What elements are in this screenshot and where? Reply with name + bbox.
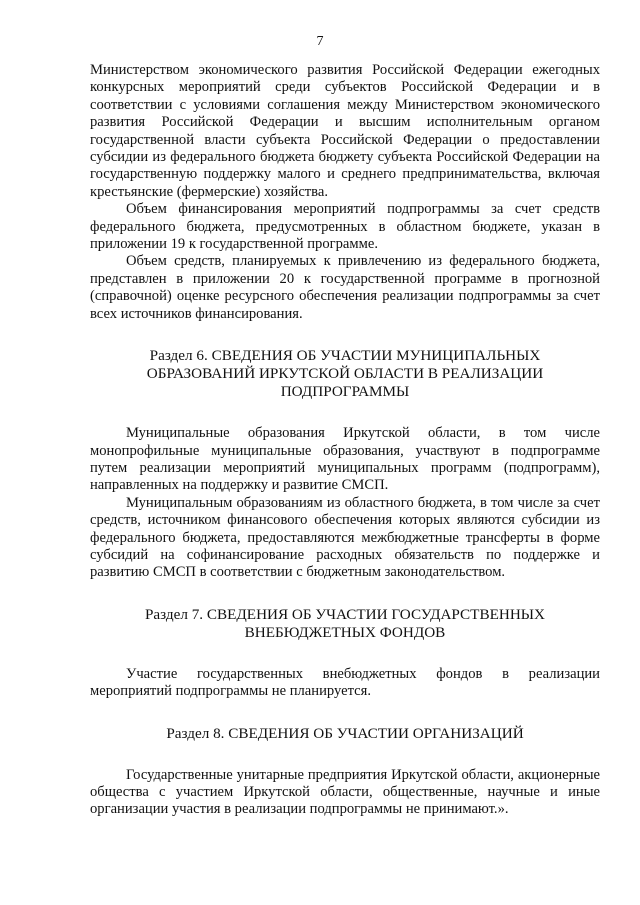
section7-paragraph: Участие государственных внебюджетных фондов в реализации мероприятий подпрограммы не планируется. [90,665,600,700]
document-body [90,62,600,819]
section7-heading: Раздел 7. СВЕДЕНИЯ ОБ УЧАСТИИ ГОСУДАРСТВЕННЫХ ВНЕБЮДЖЕТНЫХ ФОНДОВ [144,605,546,641]
section6-paragraph: Муниципальные образования Иркутской области, в том числе монопрофильные муниципальные образования, участвуют в подпрограмме путем реализации мероприятий муниципальных программ (подпрограмм), направленных на поддержку и развитие СМСП. [90,425,600,494]
section6-heading: Раздел 6. СВЕДЕНИЯ ОБ УЧАСТИИ МУНИЦИПАЛЬНЫХ ОБРАЗОВАНИЙ ИРКУТСКОЙ ОБЛАСТИ В РЕАЛИЗАЦИИ ПОДПРОГРАММЫ [146,347,544,401]
paragraph-federal-funding: Объем финансирования мероприятий подпрограммы за счет средств федерального бюджета, предусмотренных в областном бюджете, указан в приложении 19 к государственной программе. [90,201,600,253]
paragraph-attracted-funds: Объем средств, планируемых к привлечению из федерального бюджета, представлен в приложении 20 к государственной программе в прогнозной (справочной) оценке ресурсного обеспечения реализации подпрограммы за счет всех источников финансирования. [90,253,600,322]
paragraph-intro-continuation: Министерством экономического развития Российской Федерации ежегодных конкурсных мероприятий среди субъектов Российской Федерации и в соответствии с условиями соглашения между Министерством экономического развития Российской Федерации и высшим исполнительным органом государственной власти субъекта Российской Федерации о предоставлении субсидии из федерального бюджета бюджету субъекта Российской Федерации на государственную поддержку малого и среднего предпринимательства, включая крестьянские (фермерские) хозяйства. [90,62,600,200]
section8-paragraph: Государственные унитарные предприятия Иркутской области, акционерные общества с участием Иркутской области, общественные, научные и иные организации участия в реализации подпрограммы не принимают.». [90,766,600,818]
section8-heading: Раздел 8. СВЕДЕНИЯ ОБ УЧАСТИИ ОРГАНИЗАЦИЙ [166,724,524,742]
section6-paragraph: Муниципальным образованиям из областного бюджета, в том числе за счет средств, источником финансового обеспечения которых являются субсидии из федерального бюджета, предоставляются межбюджетные трансферты в форме субсидий на софинансирование расходных обязательств по поддержке и развитию СМСП в соответствии с бюджетным законодательством. [90,494,600,581]
page-number: 7 [316,34,324,49]
